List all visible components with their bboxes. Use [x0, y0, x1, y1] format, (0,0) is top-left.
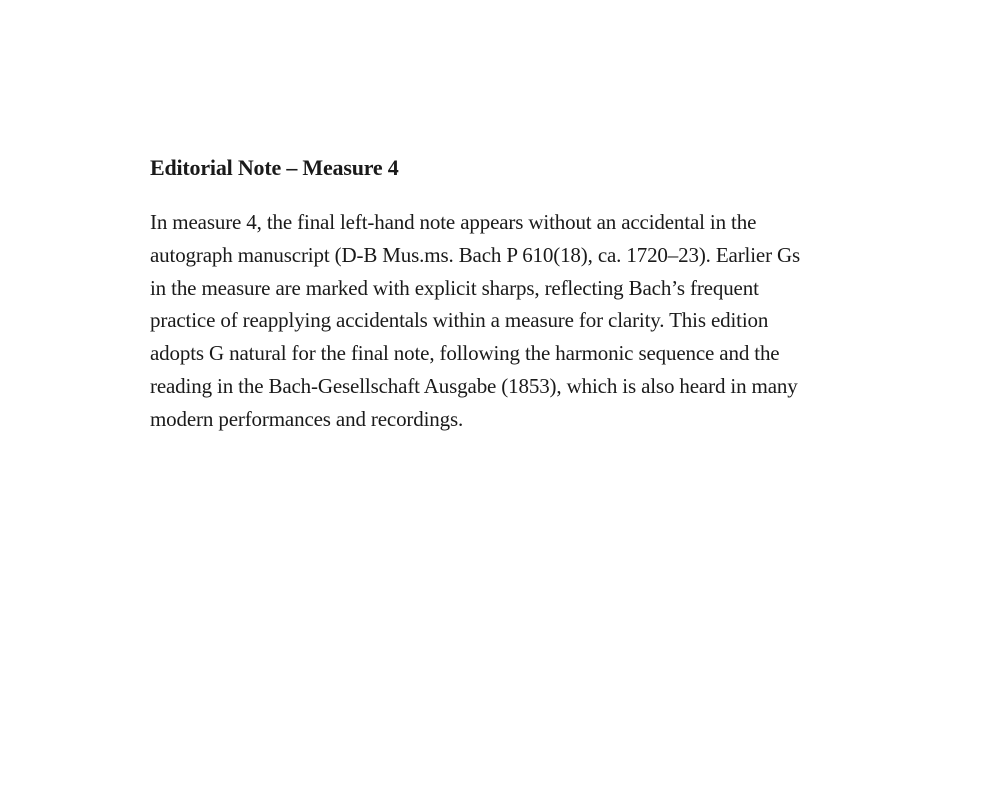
note-body-line: modern performances and recordings. — [150, 406, 464, 431]
note-body — [150, 206, 850, 436]
editorial-note — [150, 152, 850, 436]
note-body-line: practice of reapplying accidentals within a measure for clarity. This edition — [150, 308, 769, 333]
note-body-line: in the measure are marked with explicit sharps, reflecting Bach’s frequent — [150, 275, 759, 300]
note-body-line: reading in the Bach-Gesellschaft Ausgabe (1853), which is also heard in many — [150, 373, 798, 398]
note-title: Editorial Note – Measure 4 — [150, 155, 399, 180]
note-body-line: In measure 4, the final left-hand note appears without an accidental in the — [150, 210, 757, 234]
note-body-line: adopts G natural for the final note, following the harmonic sequence and the — [150, 341, 780, 366]
note-body-line: autograph manuscript (D-B Mus.ms. Bach P 610(18), ca. 1720–23). Earlier Gs — [150, 242, 801, 267]
